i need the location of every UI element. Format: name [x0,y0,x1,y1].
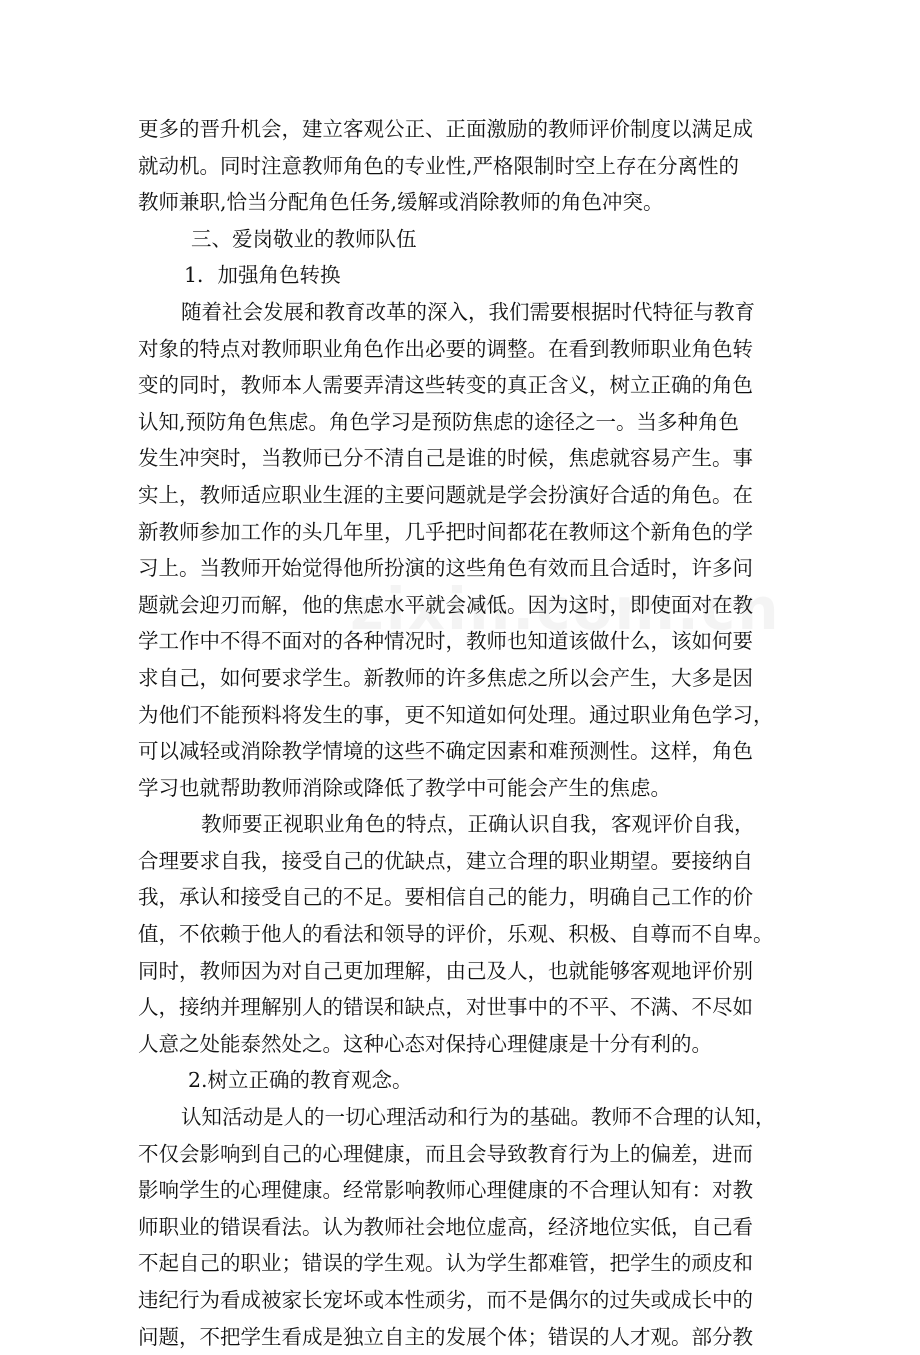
paragraph-line: 合理要求自我，接受自己的优缺点，建立合理的职业期望。要接纳自 [138,848,753,873]
document-body [138,111,784,1355]
paragraph-line: 人，接纳并理解别人的错误和缺点，对世事中的不平、不满、不尽如 [138,995,753,1020]
paragraph-line: 同时，教师因为对自己更加理解，由己及人，也就能够客观地评价别 [138,958,753,983]
paragraph-line: 实上，教师适应职业生涯的主要问题就是学会扮演好合适的角色。在 [138,482,753,507]
paragraph-line: 值，不依赖于他人的看法和领导的评价，乐观、积极、自尊而不自卑。 [138,922,774,947]
paragraph-line: 不起自己的职业；错误的学生观。认为学生都难管，把学生的顽皮和 [138,1251,753,1276]
subsection-heading: 1．加强角色转换 [184,263,341,288]
paragraph-line: 违纪行为看成被家长宠坏或本性顽劣，而不是偶尔的过失或成长中的 [138,1288,753,1312]
paragraph-line: 认知活动是人的一切心理活动和行为的基础。教师不合理的认知， [181,1105,776,1130]
paragraph-line: 我，承认和接受自己的不足。要相信自己的能力，明确自己工作的价 [138,885,753,910]
paragraph-line: 影响学生的心理健康。经常影响教师心理健康的不合理认知有：对教 [138,1178,753,1203]
paragraph-line: 随着社会发展和教育改革的深入，我们需要根据时代特征与教育 [181,299,755,324]
paragraph-line: 题就会迎刃而解，他的焦虑水平就会减低。因为这时，即使面对在教 [138,592,753,617]
paragraph-line: 求自己，如何要求学生。新教师的许多焦虑之所以会产生，大多是因 [138,665,753,690]
paragraph-line: 师职业的错误看法。认为教师社会地位虚高，经济地位实低，自己看 [138,1214,753,1239]
section-heading: 三、爱岗敬业的教师队伍 [191,226,417,251]
paragraph-line: 人意之处能泰然处之。这种心态对保持心理健康是十分有利的。 [138,1031,712,1056]
paragraph-line: 习上。当教师开始觉得他所扮演的这些角色有效而且合适时，许多问 [138,556,753,581]
paragraph-line: 问题，不把学生看成是独立自主的发展个体；错误的人才观。部分教 [138,1324,753,1349]
paragraph-line: 教师要正视职业角色的特点，正确认识自我，客观评价自我， [201,812,755,837]
paragraph-line: 发生冲突时，当教师已分不清自己是谁的时候，焦虑就容易产生。事 [138,446,753,471]
paragraph-line: 就动机。同时注意教师角色的专业性,严格限制时空上存在分离性的 [138,153,740,178]
paragraph-line: 认知,预防角色焦虑。角色学习是预防焦虑的途径之一。当多种角色 [138,409,740,434]
paragraph-line: 新教师参加工作的头几年里，几乎把时间都花在教师这个新角色的学 [138,519,753,544]
paragraph-line: 对象的特点对教师职业角色作出必要的调整。在看到教师职业角色转 [138,336,753,361]
paragraph-line: 为他们不能预料将发生的事，更不知道如何处理。通过职业角色学习， [138,702,774,727]
subsection-heading: 2.树立正确的教育观念。 [188,1068,413,1093]
paragraph-line: 可以减轻或消除教学情境的这些不确定因素和难预测性。这样，角色 [138,739,753,764]
paragraph-line: 学工作中不得不面对的各种情况时，教师也知道该做什么，该如何要 [138,629,753,654]
paragraph-line: 变的同时，教师本人需要弄清这些转变的真正含义，树立正确的角色 [138,373,753,398]
paragraph-line: 教师兼职,恰当分配角色任务,缓解或消除教师的角色冲突。 [138,190,664,215]
paragraph-line: 学习也就帮助教师消除或降低了教学中可能会产生的焦虑。 [138,775,671,800]
paragraph-line: 更多的晋升机会，建立客观公正、正面激励的教师评价制度以满足成 [138,117,753,141]
paragraph-line: 不仅会影响到自己的心理健康，而且会导致教育行为上的偏差，进而 [138,1141,753,1166]
